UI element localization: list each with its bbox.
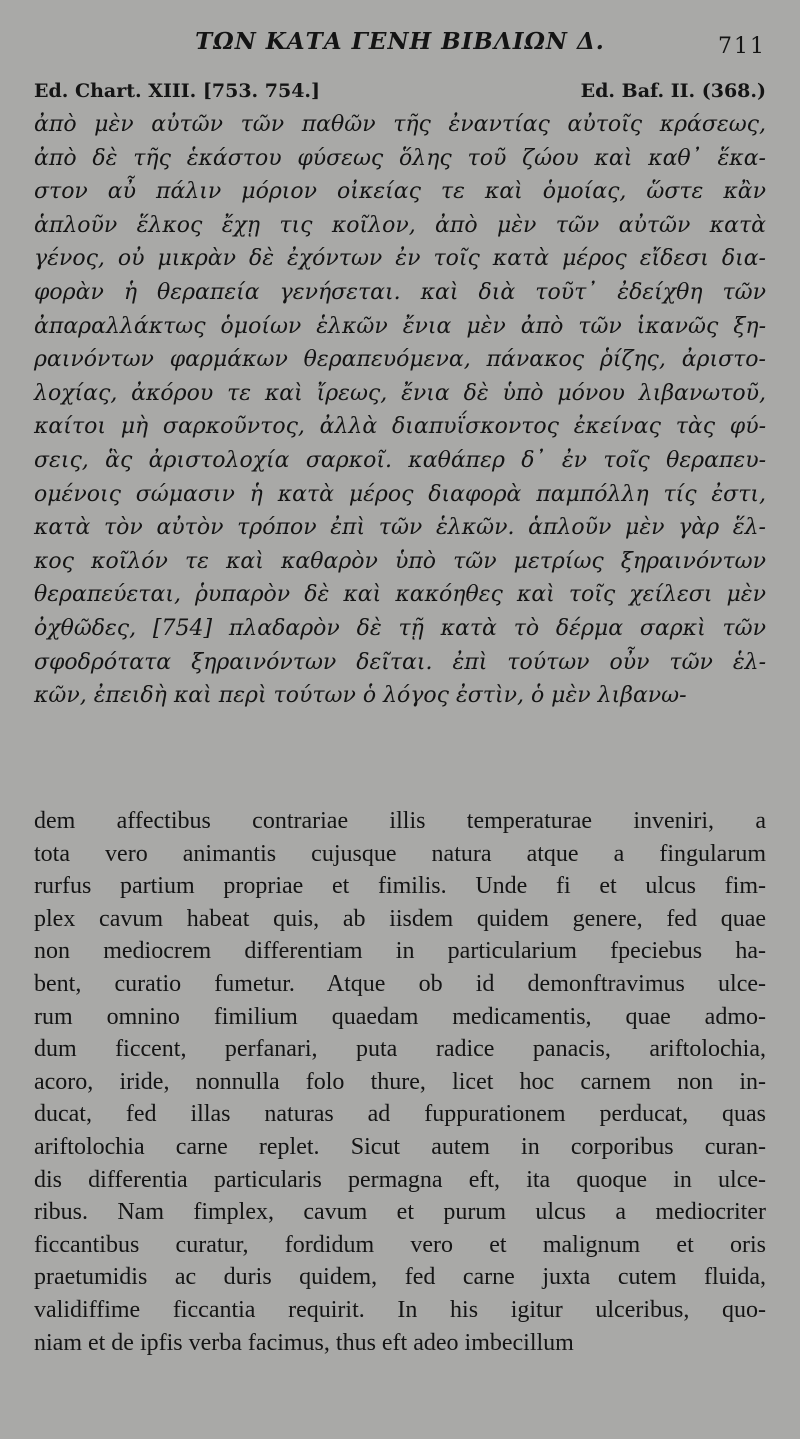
latin-text-line: tota vero animantis cujusque natura atque a fingularum <box>34 840 766 867</box>
greek-text-line: στον αὖ πάλιν μόριον οἰκείας τε καὶ ὁμοίας, ὥστε κἂν <box>34 179 766 205</box>
greek-text-line: ἀπαραλλάκτως ὁμοίων ἑλκῶν ἔνια μὲν ἀπὸ τῶν ἱκανῶς ξη- <box>34 313 766 339</box>
greek-text-line: ἀπὸ δὲ τῆς ἑκάστου φύσεως ὅλης τοῦ ζώου καὶ καθ᾽ ἕκα- <box>34 145 766 171</box>
edition-reference-basel: Ed. Baf. II. (368.) <box>580 80 766 102</box>
latin-text-line: ducat, fed illas naturas ad fuppurationem perducat, quas <box>34 1101 766 1128</box>
greek-text-line: ἀπὸ μὲν αὐτῶν τῶν παθῶν τῆς ἐναντίας αὐτοῖς κράσεως, <box>34 112 766 137</box>
greek-text-line: λοχίας, ἀκόρου τε καὶ ἴρεως, ἔνια δὲ ὑπὸ μόνου λιβανωτοῦ, <box>34 380 766 406</box>
latin-text-line: plex cavum habeat quis, ab iisdem quidem genere, fed quae <box>34 905 766 932</box>
latin-translation-column <box>34 805 766 1359</box>
latin-text-line: niam et de ipfis verba facimus, thus eft adeo imbecillum <box>34 1329 574 1356</box>
latin-text-line: ficcantibus curatur, fordidum vero et malignum et oris <box>34 1231 766 1258</box>
greek-text-line: σεις, ἃς ἀριστολοχία σαρκοῖ. καθάπερ δ᾽ ἐν τοῖς θεραπευ- <box>34 447 766 473</box>
greek-text-line: καίτοι μὴ σαρκοῦντος, ἀλλὰ διαπυΐσκοντος ἐκείνας τὰς φύ- <box>34 414 766 440</box>
greek-text-line: γένος, οὐ μικρὰν δὲ ἐχόντων ἐν τοῖς κατὰ μέρος εἴδεσι δια- <box>34 246 766 272</box>
latin-text-line: rum omnino fimilium quaedam medicamentis, quae admo- <box>34 1003 766 1030</box>
greek-text-line: ραινόντων φαρμάκων θεραπευόμενα, πάνακος ῥίζης, ἀριστο- <box>34 347 766 373</box>
latin-text-line: ariftolochia carne replet. Sicut autem in corporibus curan- <box>34 1133 766 1160</box>
latin-text-line: dis differentia particularis permagna eft, ita quoque in ulce- <box>34 1166 766 1193</box>
latin-text-line: bent, curatio fumetur. Atque ob id demonftravimus ulce- <box>34 970 766 997</box>
latin-text-line: non mediocrem differentiam in particularium fpeciebus ha- <box>34 938 766 965</box>
latin-text-line: validiffime ficcantia requirit. In his igitur ulceribus, quo- <box>34 1296 766 1323</box>
greek-text-line: ἁπλοῦν ἕλκος ἔχῃ τις κοῖλον, ἀπὸ μὲν τῶν αὐτῶν κατὰ <box>34 212 766 238</box>
greek-text-line: κατὰ τὸν αὐτὸν τρόπον ἐπὶ τῶν ἑλκῶν. ἁπλοῦν μὲν γὰρ ἕλ- <box>34 515 766 541</box>
greek-text-line: φορὰν ἡ θεραπεία γενήσεται. καὶ διὰ τοῦτ᾽ ἐδείχθη τῶν <box>34 279 766 305</box>
latin-text-line: acoro, iride, nonnulla folo thure, licet hoc carnem non in- <box>34 1068 766 1095</box>
greek-text-column <box>34 108 766 713</box>
latin-text-line: ribus. Nam fimplex, cavum et purum ulcus a mediocriter <box>34 1199 766 1226</box>
latin-text-line: dem affectibus contrariae illis temperaturae inveniri, a <box>34 808 766 834</box>
greek-text-line: κῶν, ἐπειδὴ καὶ περὶ τούτων ὁ λόγος ἐστὶν, ὁ μὲν λιβανω- <box>34 683 687 709</box>
latin-text-line: praetumidis ac duris quidem, fed carne juxta cutem fluida, <box>34 1264 766 1291</box>
greek-text-line: σφοδρότατα ξηραινόντων δεῖται. ἐπὶ τούτων οὖν τῶν ἑλ- <box>34 649 766 675</box>
running-title: ΤΩΝ ΚΑΤΑ ΓΕΝΗ ΒΙΒΛΙΩΝ Δ. <box>195 28 605 55</box>
edition-reference-chartier: Ed. Chart. XIII. [753. 754.] <box>34 80 321 102</box>
latin-text-line: dum ficcent, perfanari, puta radice panacis, ariftolochia, <box>34 1036 766 1063</box>
greek-text-line: ὀχθῶδες, [754] πλαδαρὸν δὲ τῇ κατὰ τὸ δέρμα σαρκὶ τῶν <box>34 615 766 641</box>
greek-text-line: κος κοῖλόν τε καὶ καθαρὸν ὑπὸ τῶν μετρίως ξηραινόντων <box>34 548 766 574</box>
page-number: 711 <box>718 34 766 59</box>
latin-text-line: rurfus partium propriae et fimilis. Unde fi et ulcus fim- <box>34 873 766 900</box>
greek-text-line: θεραπεύεται, ῥυπαρὸν δὲ καὶ κακόηθες καὶ τοῖς χείλεσι μὲν <box>34 582 766 608</box>
greek-text-line: ομένοις σώμασιν ἡ κατὰ μέρος διαφορὰ παμπόλλη τίς ἐστι, <box>34 481 766 507</box>
